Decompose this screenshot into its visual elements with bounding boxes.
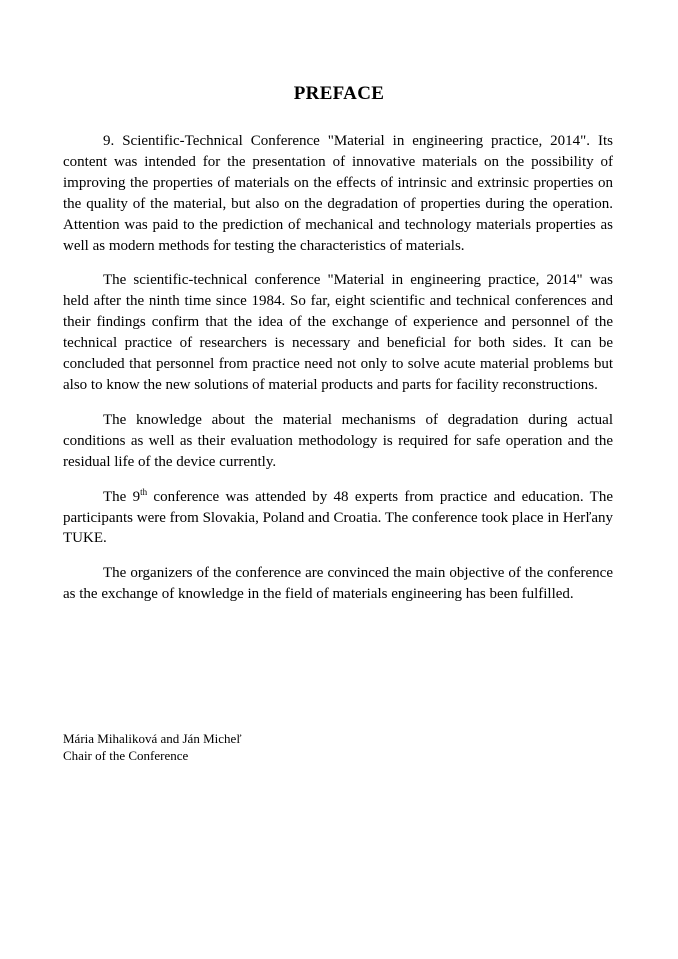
paragraph-4-rest: conference was attended by 48 experts from practice and education. The participants were from Slovakia, Poland and Croatia. The conference took place in Herľany TUKE.	[63, 488, 613, 547]
page-title: PREFACE	[293, 83, 385, 104]
paragraph-2: The scientific-technical conference "Material in engineering practice, 2014" was held after the ninth time since 1984. So far, eight scientific and technical conferences and their findings confirm that the idea of the exchange of experience and personnel of the technical practice of researchers is necessary and beneficial for both sides. It can be concluded that personnel from practice need not only to solve acute material problems but also to know the new solutions of material products and parts for facility reconstructions.	[63, 272, 613, 393]
paragraph-4	[63, 487, 613, 550]
signature-block	[63, 730, 463, 764]
paragraph-3: The knowledge about the material mechanisms of degradation during actual conditions as well as their evaluation methodology is required for safe operation and the residual life of the device currently.	[63, 411, 613, 470]
paragraph-1: 9. Scientific-Technical Conference "Material in engineering practice, 2014". Its content was intended for the presentation of innovative materials on the possibility of improving the properties of materials on the effects of intrinsic and extrinsic properties on the quality of the material, but also on the degradation of properties during the operation. Attention was paid to the prediction of mechanical and technology materials properties as well as modern methods for testing the characteristics of materials.	[63, 133, 613, 254]
paragraph-4-lead: The 9	[103, 488, 141, 505]
preface-body	[63, 131, 613, 619]
paragraph-5: The organizers of the conference are convinced the main objective of the conference as the exchange of knowledge in the field of materials engineering has been fulfilled.	[63, 565, 613, 603]
signature-role: Chair of the Conference	[63, 748, 189, 763]
ordinal-superscript: th	[140, 486, 148, 497]
signature-names: Mária Mihaliková and Ján Micheľ	[63, 731, 242, 746]
